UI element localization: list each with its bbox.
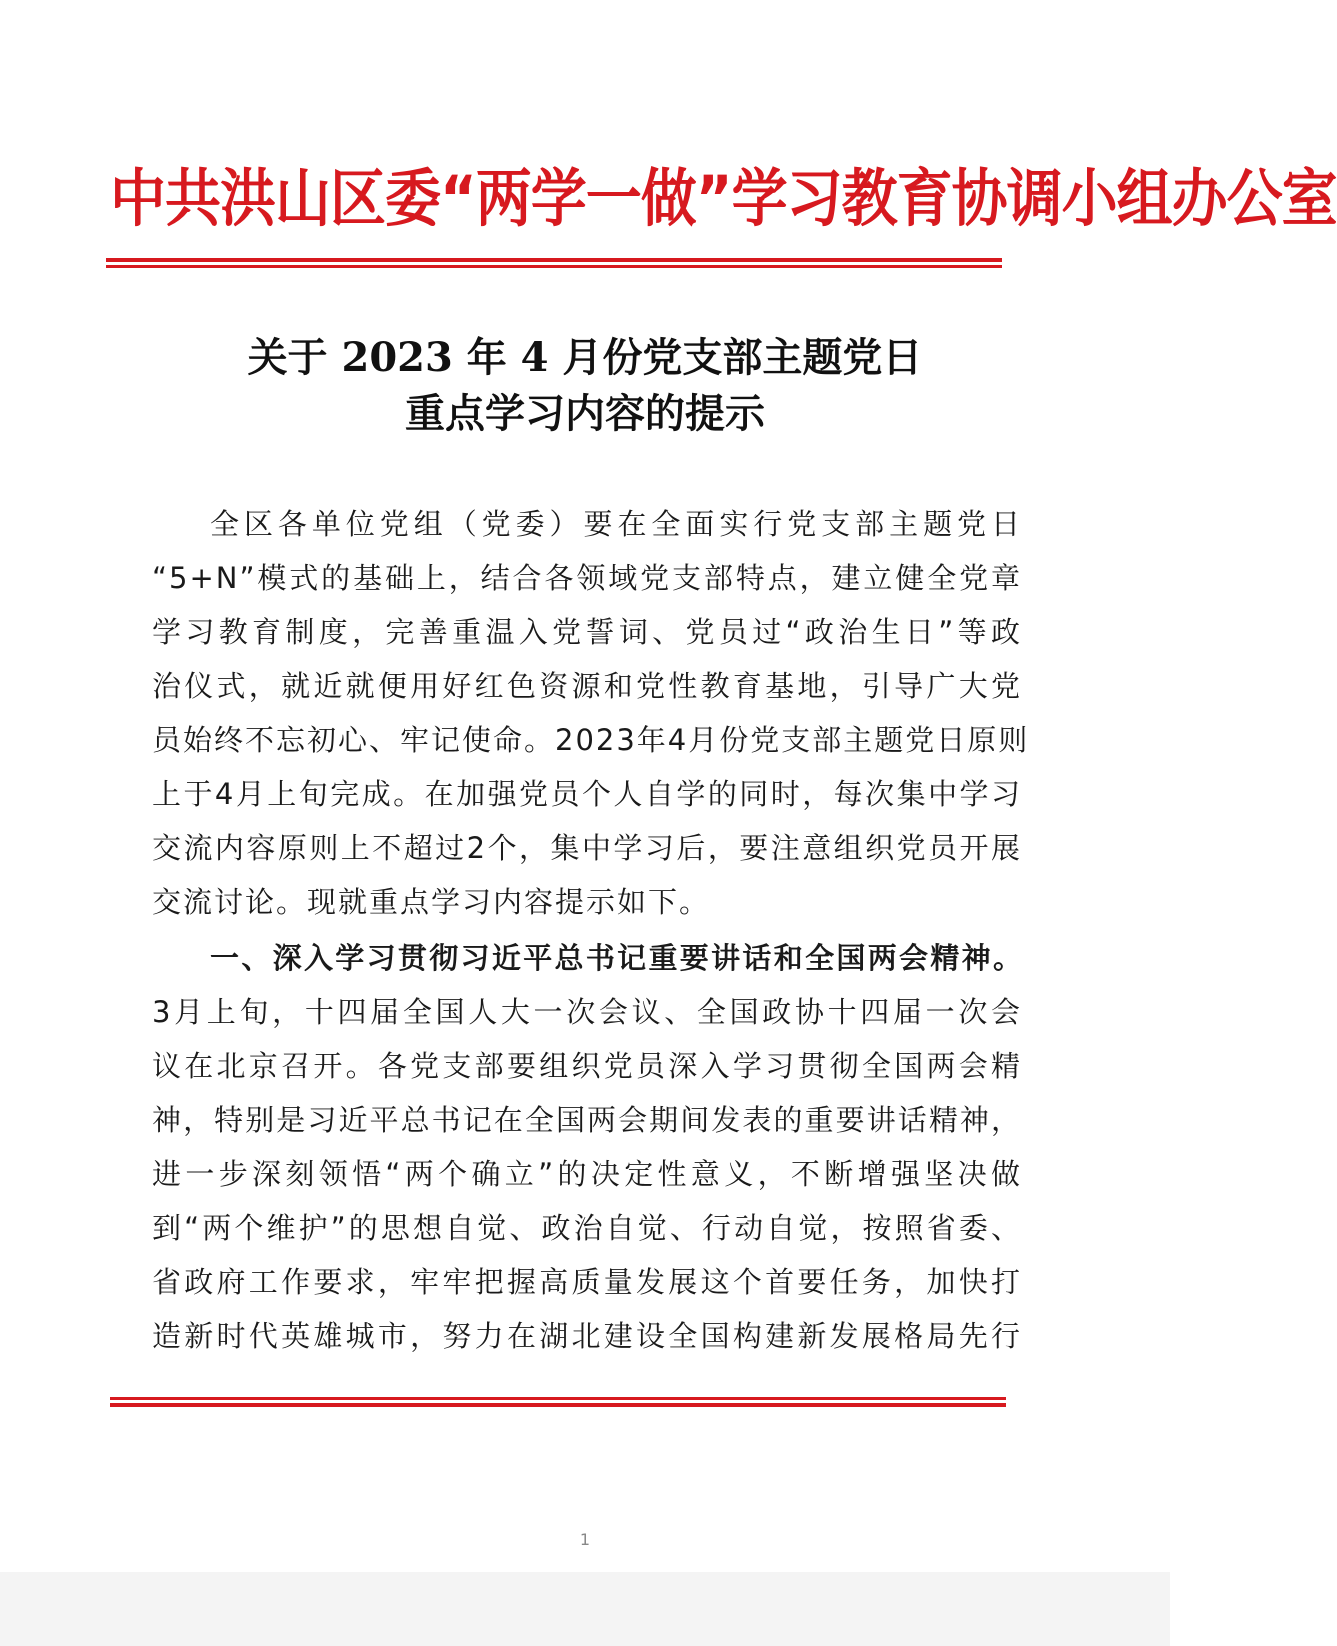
- paragraph-line: 到“两个维护”的思想自觉、政治自觉、行动自觉，按照省委、: [152, 1211, 1022, 1245]
- paragraph-line: 交流讨论。现就重点学习内容提示如下。: [152, 885, 711, 919]
- section-1: [152, 930, 1022, 1370]
- paragraph-line: 造新时代英雄城市，努力在湖北建设全国构建新发展格局先行: [152, 1319, 1022, 1353]
- footer-rule-top: [110, 1397, 1006, 1400]
- paragraph-line: 进一步深刻领悟“两个确立”的决定性意义，不断增强坚决做: [152, 1157, 1022, 1191]
- paragraph-line: 治仪式，就近就便用好红色资源和党性教育基地，引导广大党: [152, 669, 1022, 703]
- paragraph-line: “5+N”模式的基础上，结合各领域党支部特点，建立健全党章: [152, 561, 1022, 595]
- paragraph-line: 3月上旬，十四届全国人大一次会议、全国政协十四届一次会: [152, 995, 1022, 1029]
- section-1-heading: 一、深入学习贯彻习近平总书记重要讲话和全国两会精神。: [210, 941, 1022, 975]
- paragraph-line: 员始终不忘初心、牢记使命。2023年4月份党支部主题党日原则: [152, 723, 1030, 757]
- paragraph-line: 上于4月上旬完成。在加强党员个人自学的同时，每次集中学习: [152, 777, 1022, 811]
- paragraph-line: 交流内容原则上不超过2个，集中学习后，要注意组织党员开展: [152, 831, 1022, 865]
- page-number: 1: [579, 1530, 591, 1549]
- paragraph-intro: [152, 496, 1030, 946]
- page-bottom-edge: [0, 1572, 1170, 1646]
- paragraph-line: 神，特别是习近平总书记在全国两会期间发表的重要讲话精神，: [152, 1103, 1022, 1137]
- document-title-line-1: 关于 2023 年 4 月份党支部主题党日: [247, 334, 923, 381]
- paragraph-line: 议在北京召开。各党支部要组织党员深入学习贯彻全国两会精: [152, 1049, 1022, 1083]
- letterhead-rule-top: [106, 258, 1002, 262]
- paragraph-line: 省政府工作要求，牢牢把握高质量发展这个首要任务，加快打: [152, 1265, 1022, 1299]
- letterhead-rule-bottom: [106, 265, 1002, 268]
- letterhead-title: 中共洪山区委“两学一做”学习教育协调小组办公室: [110, 163, 1337, 236]
- paragraph-line: 全区各单位党组（党委）要在全面实行党支部主题党日: [210, 507, 1022, 541]
- footer-rule-bottom: [110, 1403, 1006, 1407]
- document-title-line-2: 重点学习内容的提示: [405, 390, 765, 437]
- paragraph-line: 学习教育制度，完善重温入党誓词、党员过“政治生日”等政: [152, 615, 1022, 649]
